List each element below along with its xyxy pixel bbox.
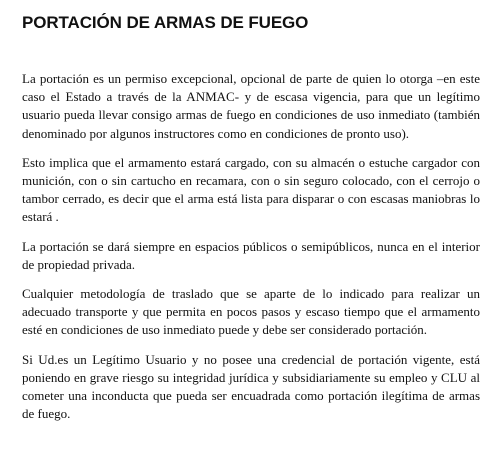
paragraph-warning: Si Ud.es un Legítimo Usuario y no posee una credencial de portación vigente, está poniendo en grave riesgo su integridad jurídica y subsidiariamente su empleo y CLU al cometer una inconducta que pueda ser encuadrada como portación ilegítima de armas de fuego. [22,351,480,422]
paragraph-definition: La portación es un permiso excepcional, opcional de parte de quien lo otorga –en este caso el Estado a través de la ANMAC- y de escasa vigencia, para que un legítimo usuario pueda llevar consigo armas de fuego en condiciones de uso inmediato (también denominado por algunos instructores como en condiciones de pronto uso). [22,71,480,141]
document-body [22,70,480,423]
paragraph-implications: Esto implica que el armamento estará cargado, con su almacén o estuche cargador con munición, con o sin cartucho en recamara, con o sin seguro colocado, con el cerrojo o tambor cerrado, es decir que el arma está lista para disparar o con escasas maniobras lo estará . [22,154,480,225]
document-title: PORTACIÓN DE ARMAS DE FUEGO [22,13,309,32]
paragraph-spaces: La portación se dará siempre en espacios públicos o semipúblicos, nunca en el interior de propiedad privada. [22,238,480,272]
paragraph-transport: Cualquier metodología de traslado que se aparte de lo indicado para realizar un adecuado transporte y que permita en pocos pasos y escaso tiempo que el armamento esté en condiciones de uso inmediato puede y debe ser considerado portación. [22,286,480,338]
